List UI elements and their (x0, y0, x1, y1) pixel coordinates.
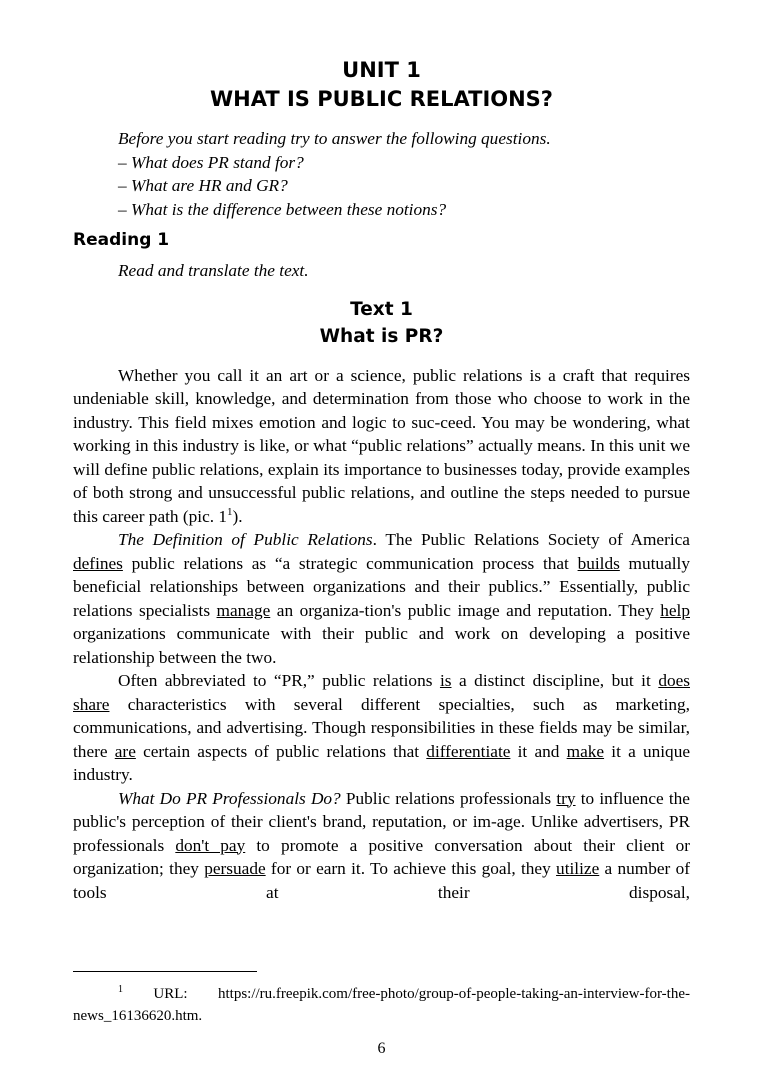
paragraph-lead: What Do PR Professionals Do? (118, 788, 341, 808)
text-number: Text 1 (350, 298, 413, 320)
page-content (73, 56, 690, 904)
footnote-text: URL: https://ru.freepik.com/free-photo/group-of-people-taking-an-interview-for-the-news_16136620.htm. (73, 986, 690, 1024)
article-body (73, 364, 690, 905)
paragraph-text: Often abbreviated to “PR,” public relations (118, 671, 440, 690)
paragraph-text: Public relations professionals (340, 788, 557, 808)
paragraph-lead: The Definition of Public Relations (118, 530, 373, 549)
footnote-marker: 1 (118, 984, 123, 995)
reading-heading: Reading 1 (73, 230, 170, 250)
paragraph-text: a distinct discipline, but it (451, 671, 659, 690)
question-item: – What are HR and GR? (118, 176, 288, 195)
underlined-verb: builds (577, 553, 620, 573)
underlined-verb: is (439, 671, 452, 690)
paragraph-abbreviation (73, 669, 690, 787)
paragraph-text: public relations as “a strategic communication process that (122, 553, 578, 573)
footnote (73, 983, 690, 1027)
paragraph-professionals (73, 787, 690, 905)
paragraph-text: characteristics with several different specialties, such as marketing, communications, and advertising. Though responsibilities in these fields may be similar, there (73, 694, 690, 761)
underlined-verb: defines (73, 553, 123, 573)
unit-title: WHAT IS PUBLIC RELATIONS? (209, 87, 553, 111)
underlined-verb: help (660, 600, 690, 620)
paragraph-intro (73, 364, 690, 529)
underlined-verb: utilize (556, 859, 600, 878)
footnote-divider (73, 971, 257, 972)
paragraph-text: it and (510, 741, 567, 761)
underlined-verb: are (114, 741, 136, 761)
paragraph-text: for or earn it. To achieve this goal, they (265, 859, 557, 878)
paragraph-text: organizations communicate with their public and work on developing a positive relationship between the two. (73, 624, 690, 667)
paragraph-text: mutually beneficial relationships between organizations and their publics.” Essentially, public relations specialists (73, 553, 690, 620)
underlined-verb: differentiate (426, 741, 511, 761)
underlined-verb: does share (73, 671, 690, 714)
underlined-verb: manage (216, 600, 271, 620)
prereading-intro: Before you start reading try to answer the following questions. (118, 129, 551, 148)
paragraph-text: ). (232, 506, 243, 526)
paragraph-text: to promote a positive conversation about their client or organization; they (73, 835, 690, 878)
underlined-verb: try (556, 788, 576, 808)
unit-heading (73, 56, 690, 114)
page-number: 6 (377, 1040, 386, 1057)
question-item: – What does PR stand for? (118, 152, 304, 172)
paragraph-text: a number of tools at their disposal, (73, 859, 690, 902)
paragraph-text: it a unique industry. (73, 741, 691, 784)
underlined-verb: don't pay (175, 835, 246, 855)
paragraph-text: an organiza-tion's public image and reputation. They (270, 600, 661, 620)
reading-instruction: Read and translate the text. (118, 261, 309, 280)
paragraph-text: . The Public Relations Society of America (372, 530, 690, 549)
paragraph-text: certain aspects of public relations that (135, 741, 427, 761)
paragraph-definition (73, 528, 690, 669)
text-title: What is PR? (319, 325, 444, 347)
underlined-verb: persuade (204, 859, 266, 878)
paragraph-text: Whether you call it an art or a science, public relations is a craft that requires undeniable skill, knowledge, and determination from those who choose to work in the industry. This field mixes emotion and logic to suc-ceed. You may be wondering, what working in this industry is like, or what “public relations” actually means. In this unit we will define public relations, explain its importance to businesses today, provide examples of both strong and unsuccessful public relations, and outline the steps needed to pursue this career path (pic. 1 (73, 365, 690, 526)
prereading-questions (118, 127, 690, 221)
unit-number: UNIT 1 (342, 58, 421, 82)
question-item: – What is the difference between these notions? (118, 199, 447, 219)
paragraph-text: to influence the public's perception of their client's brand, reputation, or im-age. Unlike advertisers, PR professionals (73, 788, 690, 855)
footnote-reference: 1 (227, 505, 233, 518)
text-heading (73, 296, 690, 350)
underlined-verb: make (566, 741, 605, 761)
